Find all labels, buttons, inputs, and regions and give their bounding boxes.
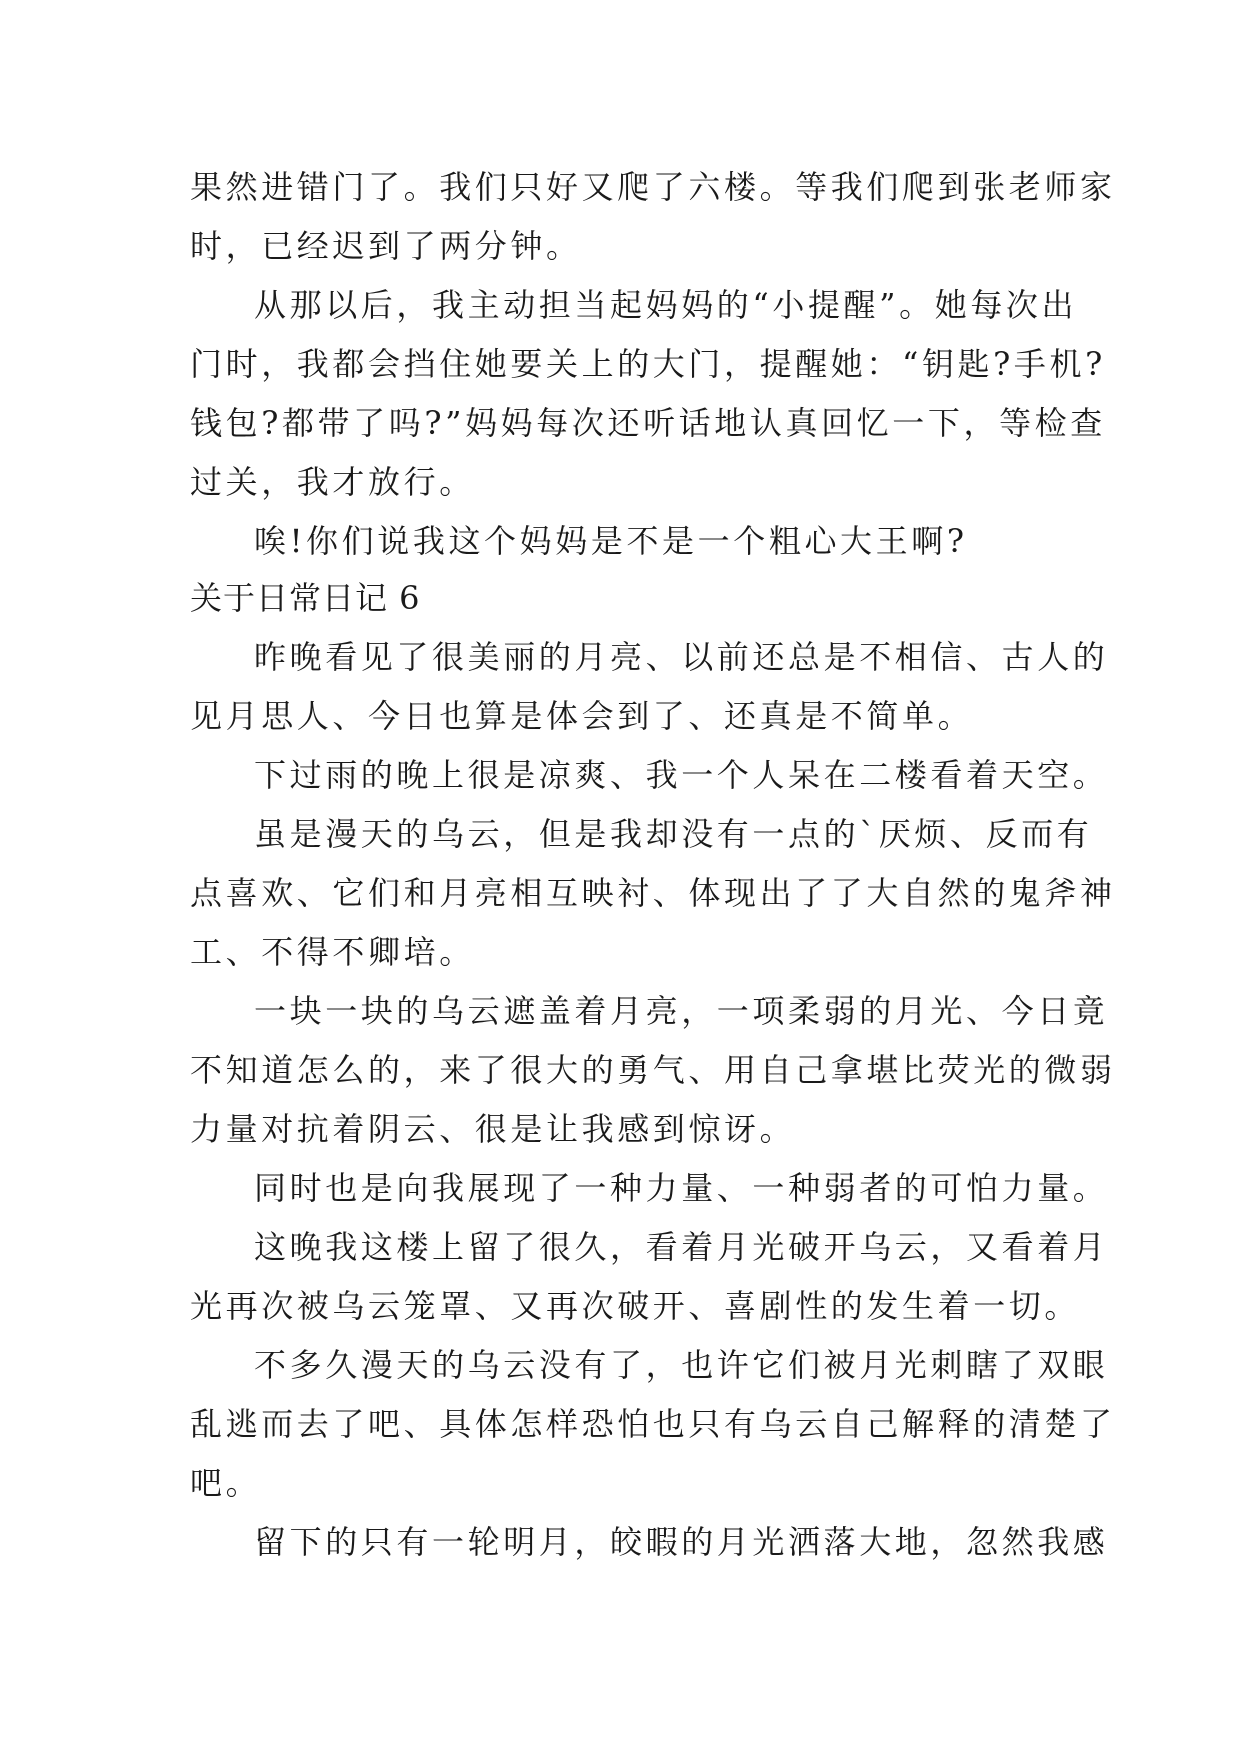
section-heading: 关于日常日记 6 [190, 579, 421, 617]
text-line-20: 光再次被乌云笼罩、又再次破开、喜剧性的发生着一切。 [190, 1287, 1081, 1325]
text-line-24: 留下的只有一轮明月，皎暇的月光洒落大地，忽然我感 [254, 1523, 1109, 1561]
text-line-12: 虽是漫天的乌云，但是我却没有一点的`厌烦、反而有 [254, 815, 1093, 853]
text-line-16: 不知道怎么的，来了很大的勇气、用自己拿堪比荧光的微弱 [190, 1051, 1116, 1089]
text-line-6: 过关，我才放行。 [190, 463, 475, 501]
text-line-14: 工、不得不卿培。 [190, 933, 475, 971]
text-line-11: 下过雨的晚上很是凉爽、我一个人呆在二楼看着天空。 [254, 756, 1109, 794]
text-line-19: 这晚我这楼上留了很久，看着月光破开乌云，又看着月 [254, 1228, 1109, 1266]
text-line-18: 同时也是向我展现了一种力量、一种弱者的可怕力量。 [254, 1169, 1109, 1207]
text-line-5: 钱包?都带了吗?”妈妈每次还听话地认真回忆一下，等检查 [190, 404, 1106, 442]
text-line-4: 门时，我都会挡住她要关上的大门，提醒她：“钥匙?手机? [190, 345, 1106, 383]
text-line-15: 一块一块的乌云遮盖着月亮，一项柔弱的月光、今日竟 [254, 992, 1109, 1030]
text-line-21: 不多久漫天的乌云没有了，也许它们被月光刺瞎了双眼 [254, 1346, 1109, 1384]
text-line-13: 点喜欢、它们和月亮相互映衬、体现出了了大自然的鬼斧神 [190, 874, 1116, 912]
text-line-3: 从那以后，我主动担当起妈妈的“小提醒”。她每次出 [254, 286, 1078, 324]
text-line-2: 时，已经迟到了两分钟。 [190, 227, 582, 265]
text-line-22: 乱逃而去了吧、具体怎样恐怕也只有乌云自己解释的清楚了 [190, 1405, 1116, 1443]
text-line-9: 昨晚看见了很美丽的月亮、以前还总是不相信、古人的 [254, 638, 1109, 676]
text-line-7: 唉!你们说我这个妈妈是不是一个粗心大王啊? [254, 522, 968, 560]
text-line-1: 果然进错门了。我们只好又爬了六楼。等我们爬到张老师家 [190, 168, 1116, 206]
text-line-17: 力量对抗着阴云、很是让我感到惊讶。 [190, 1110, 796, 1148]
text-line-23: 吧。 [190, 1464, 262, 1502]
text-line-10: 见月思人、今日也算是体会到了、还真是不简单。 [190, 697, 974, 735]
